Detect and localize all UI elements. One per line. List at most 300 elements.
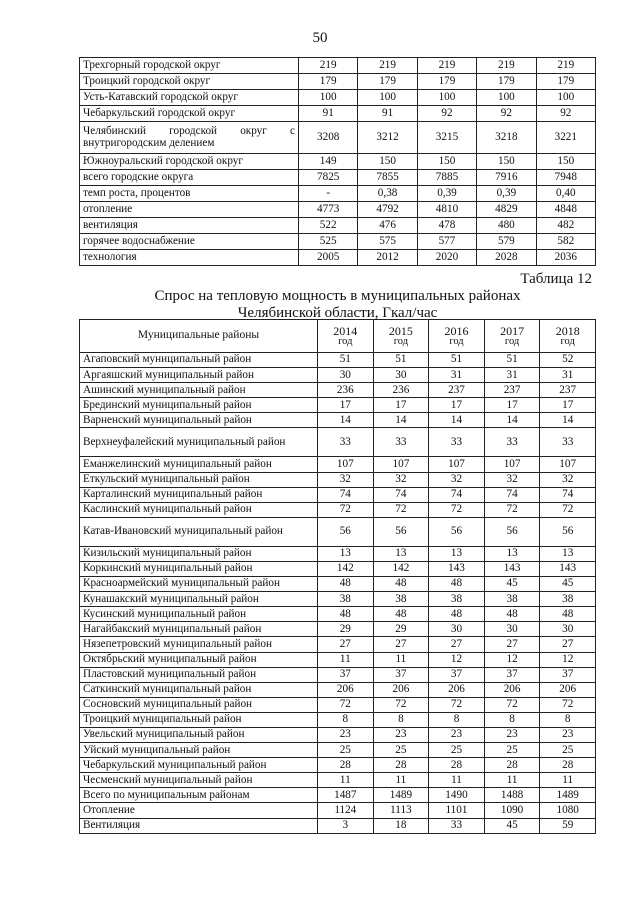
row-label: Уйский муниципальный район <box>80 743 318 758</box>
table-cell: 92 <box>477 106 536 122</box>
table-cell: 100 <box>477 90 536 106</box>
header-unit: год <box>393 335 409 347</box>
table-row <box>80 202 596 218</box>
table-cell: 100 <box>299 90 358 106</box>
table-cell: 27 <box>373 637 429 652</box>
table-cell: 17 <box>373 398 429 413</box>
header-unit: год <box>449 335 464 347</box>
table-cell: 1490 <box>429 788 485 803</box>
table-cell: 25 <box>373 743 429 758</box>
table-cell: 32 <box>318 472 374 487</box>
table-title-line1: Спрос на тепловую мощность в муниципальных районах <box>154 288 521 304</box>
table-cell: 13 <box>484 546 540 561</box>
table-row <box>80 457 596 472</box>
table-cell: 32 <box>484 472 540 487</box>
table-cell: 72 <box>429 502 485 517</box>
table-cell: 72 <box>373 502 429 517</box>
table-cell: 179 <box>536 74 595 90</box>
table-cell: 4792 <box>358 202 417 218</box>
table-cell: 4810 <box>417 202 476 218</box>
header-year: 2018 <box>555 323 580 338</box>
table-cell: 31 <box>429 368 485 383</box>
table-cell: 3212 <box>358 122 417 154</box>
table-cell: 33 <box>484 428 540 457</box>
table-cell: 28 <box>484 758 540 773</box>
table-cell: 143 <box>540 561 596 576</box>
table-cell: 0,38 <box>358 186 417 202</box>
row-label: горячее водоснабжение <box>80 234 299 250</box>
table-cell: 31 <box>540 368 596 383</box>
table-cell: 143 <box>484 561 540 576</box>
header-year: 2016 <box>444 323 469 338</box>
table-cell: 14 <box>373 413 429 428</box>
table-row <box>80 122 596 154</box>
table-cell: 72 <box>429 697 485 712</box>
table-cell: 27 <box>484 637 540 652</box>
table-row <box>80 667 596 682</box>
row-label: Чесменский муниципальный район <box>80 773 318 788</box>
table-cell: 575 <box>358 234 417 250</box>
row-label: Нагайбакский муниципальный район <box>80 622 318 637</box>
city-districts-table <box>79 57 596 266</box>
row-label: Каслинский муниципальный район <box>80 502 318 517</box>
table-cell: 7885 <box>417 170 476 186</box>
table-cell: 13 <box>429 546 485 561</box>
table-cell: 72 <box>540 697 596 712</box>
table-cell: 23 <box>318 727 374 742</box>
row-label: темп роста, процентов <box>80 186 299 202</box>
row-label: Сосновский муниципальный район <box>80 697 318 712</box>
row-label: Чебаркульский муниципальный район <box>80 758 318 773</box>
table-cell: 219 <box>358 58 417 74</box>
table-row <box>80 74 596 90</box>
table-cell: 482 <box>536 218 595 234</box>
table-cell: 579 <box>477 234 536 250</box>
table-cell: 30 <box>373 368 429 383</box>
table-cell: 25 <box>429 743 485 758</box>
table-cell: 4773 <box>299 202 358 218</box>
table-cell: 582 <box>536 234 595 250</box>
table-cell: 33 <box>373 428 429 457</box>
table-cell: 31 <box>484 368 540 383</box>
table-cell: 0,40 <box>536 186 595 202</box>
table-cell: 48 <box>429 577 485 592</box>
table-row <box>80 592 596 607</box>
table-cell: 74 <box>373 487 429 502</box>
table-row <box>80 472 596 487</box>
table-cell: 1080 <box>540 803 596 818</box>
table-cell: 480 <box>477 218 536 234</box>
table-cell: 14 <box>318 413 374 428</box>
table-cell: 32 <box>540 472 596 487</box>
table-cell: 476 <box>358 218 417 234</box>
table-row <box>80 682 596 697</box>
header-unit: год <box>338 335 353 347</box>
table-cell: 2012 <box>358 250 417 266</box>
row-label: Еманжелинский муниципальный район <box>80 457 318 472</box>
table-cell: 91 <box>358 106 417 122</box>
table-row <box>80 250 596 266</box>
table-cell: 37 <box>318 667 374 682</box>
table-row <box>80 577 596 592</box>
row-label: Отопление <box>80 803 318 818</box>
table-cell: 149 <box>299 154 358 170</box>
table-cell: 7948 <box>536 170 595 186</box>
table-cell: 56 <box>540 517 596 546</box>
table-cell: 150 <box>358 154 417 170</box>
table-cell: 56 <box>373 517 429 546</box>
table-cell: 7825 <box>299 170 358 186</box>
table-cell: 72 <box>540 502 596 517</box>
table-row <box>80 353 596 368</box>
table-cell: 0,39 <box>477 186 536 202</box>
table-cell: 150 <box>536 154 595 170</box>
row-label: Кунашакский муниципальный район <box>80 592 318 607</box>
header-districts: Муниципальные районы <box>80 320 318 353</box>
municipal-districts-table <box>79 319 596 834</box>
table-row <box>80 773 596 788</box>
table-cell: 25 <box>540 743 596 758</box>
table-cell: 27 <box>540 637 596 652</box>
table-row <box>80 712 596 727</box>
table-cell: 37 <box>484 667 540 682</box>
row-label: Красноармейский муниципальный район <box>80 577 318 592</box>
table-cell: 38 <box>373 592 429 607</box>
table-row <box>80 90 596 106</box>
row-label: Саткинский муниципальный район <box>80 682 318 697</box>
table-cell: 1124 <box>318 803 374 818</box>
table-cell: 219 <box>536 58 595 74</box>
table-cell: 48 <box>484 607 540 622</box>
table-cell: 38 <box>540 592 596 607</box>
table-cell: 3 <box>318 818 374 833</box>
table-cell: 25 <box>318 743 374 758</box>
table-row <box>80 652 596 667</box>
table-row <box>80 758 596 773</box>
table-cell: 32 <box>429 472 485 487</box>
table-cell: 143 <box>429 561 485 576</box>
header-year: 2017 <box>500 323 525 338</box>
table-row <box>80 413 596 428</box>
table-row <box>80 106 596 122</box>
table-cell: 51 <box>484 353 540 368</box>
table-cell: 74 <box>484 487 540 502</box>
table-cell: 28 <box>318 758 374 773</box>
table-cell: 91 <box>299 106 358 122</box>
table-row <box>80 170 596 186</box>
table-cell: 56 <box>484 517 540 546</box>
row-label: Трехгорный городской округ <box>80 58 299 74</box>
table-cell: 142 <box>318 561 374 576</box>
table-title-line2: Челябинской области, Гкал/час <box>237 305 438 322</box>
table-cell: 150 <box>417 154 476 170</box>
table-row <box>80 727 596 742</box>
table-cell: 72 <box>373 697 429 712</box>
table-cell: 2020 <box>417 250 476 266</box>
table-cell: 11 <box>540 773 596 788</box>
table-row <box>80 561 596 576</box>
table-row <box>80 607 596 622</box>
header-unit: год <box>560 335 575 347</box>
header-year: 2014 <box>333 323 358 338</box>
table-cell: 8 <box>540 712 596 727</box>
table-cell: 522 <box>299 218 358 234</box>
table-cell: 23 <box>429 727 485 742</box>
table-row <box>80 803 596 818</box>
table-cell: 206 <box>373 682 429 697</box>
table-cell: - <box>299 186 358 202</box>
table-row <box>80 154 596 170</box>
table-cell: 150 <box>477 154 536 170</box>
row-label: Катав-Ивановский муниципальный район <box>80 517 318 546</box>
table-cell: 17 <box>484 398 540 413</box>
table-cell: 107 <box>373 457 429 472</box>
table-cell: 14 <box>484 413 540 428</box>
table-cell: 72 <box>484 502 540 517</box>
table-cell: 2005 <box>299 250 358 266</box>
table-cell: 1489 <box>540 788 596 803</box>
row-label: Троицкий муниципальный район <box>80 712 318 727</box>
row-label: Еткульский муниципальный район <box>80 472 318 487</box>
table-cell: 29 <box>318 622 374 637</box>
table-cell: 12 <box>429 652 485 667</box>
header-year-2014 <box>318 320 374 353</box>
table-row <box>80 234 596 250</box>
table-cell: 7855 <box>358 170 417 186</box>
row-label: Нязепетровский муниципальный район <box>80 637 318 652</box>
table-cell: 14 <box>429 413 485 428</box>
header-year-2016 <box>429 320 485 353</box>
row-label: отопление <box>80 202 299 218</box>
row-label: Октябрьский муниципальный район <box>80 652 318 667</box>
table-cell: 30 <box>484 622 540 637</box>
table-cell: 11 <box>373 773 429 788</box>
table-cell: 74 <box>540 487 596 502</box>
table-cell: 100 <box>358 90 417 106</box>
row-label: Карталинский муниципальный район <box>80 487 318 502</box>
table-cell: 38 <box>318 592 374 607</box>
table-cell: 51 <box>373 353 429 368</box>
table-cell: 12 <box>484 652 540 667</box>
table-cell: 3221 <box>536 122 595 154</box>
row-label: Аргаяшский муниципальный район <box>80 368 318 383</box>
table-cell: 3208 <box>299 122 358 154</box>
table-cell: 1090 <box>484 803 540 818</box>
table-cell: 23 <box>540 727 596 742</box>
table-cell: 56 <box>429 517 485 546</box>
table-cell: 52 <box>540 353 596 368</box>
table-cell: 38 <box>484 592 540 607</box>
table-cell: 8 <box>429 712 485 727</box>
table-row <box>80 697 596 712</box>
table-cell: 11 <box>429 773 485 788</box>
row-label: всего городские округа <box>80 170 299 186</box>
table-header-row <box>80 320 596 353</box>
table-cell: 236 <box>318 383 374 398</box>
table-cell: 28 <box>540 758 596 773</box>
table-cell: 8 <box>318 712 374 727</box>
row-label: вентиляция <box>80 218 299 234</box>
table-cell: 237 <box>484 383 540 398</box>
row-label: Варненский муниципальный район <box>80 413 318 428</box>
table-cell: 219 <box>417 58 476 74</box>
table-cell: 32 <box>373 472 429 487</box>
table-cell: 30 <box>318 368 374 383</box>
table-cell: 3218 <box>477 122 536 154</box>
table-cell: 4829 <box>477 202 536 218</box>
table-cell: 38 <box>429 592 485 607</box>
table-cell: 478 <box>417 218 476 234</box>
row-label: Челябинский городской округ с внутригородским делением <box>80 122 299 154</box>
table-cell: 17 <box>318 398 374 413</box>
table-cell: 51 <box>318 353 374 368</box>
table-cell: 48 <box>373 577 429 592</box>
table-cell: 525 <box>299 234 358 250</box>
table-cell: 48 <box>318 577 374 592</box>
table-cell: 11 <box>318 652 374 667</box>
row-label: Вентиляция <box>80 818 318 833</box>
table-cell: 237 <box>429 383 485 398</box>
table-cell: 2036 <box>536 250 595 266</box>
row-label: Троицкий городской округ <box>80 74 299 90</box>
table-row <box>80 487 596 502</box>
table-cell: 72 <box>318 502 374 517</box>
table-cell: 37 <box>540 667 596 682</box>
table-cell: 1487 <box>318 788 374 803</box>
header-year-2015 <box>373 320 429 353</box>
table-cell: 1101 <box>429 803 485 818</box>
table-cell: 17 <box>429 398 485 413</box>
table-cell: 92 <box>417 106 476 122</box>
table-row <box>80 368 596 383</box>
table-cell: 107 <box>318 457 374 472</box>
table-row <box>80 398 596 413</box>
table-row <box>80 58 596 74</box>
table-cell: 25 <box>484 743 540 758</box>
table-cell: 8 <box>484 712 540 727</box>
table-cell: 30 <box>540 622 596 637</box>
table-row <box>80 788 596 803</box>
table-cell: 100 <box>536 90 595 106</box>
table-cell: 17 <box>540 398 596 413</box>
table-cell: 1488 <box>484 788 540 803</box>
table-cell: 237 <box>540 383 596 398</box>
table-cell: 577 <box>417 234 476 250</box>
table-cell: 33 <box>429 428 485 457</box>
row-label: Верхнеуфалейский муниципальный район <box>80 428 318 457</box>
table-cell: 18 <box>373 818 429 833</box>
row-label: Всего по муниципальным районам <box>80 788 318 803</box>
table-row <box>80 428 596 457</box>
table-cell: 27 <box>318 637 374 652</box>
table-cell: 11 <box>318 773 374 788</box>
table-cell: 8 <box>373 712 429 727</box>
table-cell: 59 <box>540 818 596 833</box>
row-label: Ашинский муниципальный район <box>80 383 318 398</box>
table-row <box>80 383 596 398</box>
table-cell: 12 <box>540 652 596 667</box>
table-cell: 48 <box>373 607 429 622</box>
row-label: Агаповский муниципальный район <box>80 353 318 368</box>
table-cell: 206 <box>540 682 596 697</box>
table-title <box>79 288 596 323</box>
table-cell: 29 <box>373 622 429 637</box>
table-row <box>80 622 596 637</box>
table-label: Таблица 12 <box>520 271 592 287</box>
table-row <box>80 186 596 202</box>
header-year-2017 <box>484 320 540 353</box>
table-cell: 45 <box>540 577 596 592</box>
table-cell: 30 <box>429 622 485 637</box>
table-row <box>80 502 596 517</box>
table-cell: 206 <box>429 682 485 697</box>
table-cell: 33 <box>429 818 485 833</box>
table-cell: 0,39 <box>417 186 476 202</box>
table-cell: 2028 <box>477 250 536 266</box>
table-row <box>80 637 596 652</box>
row-label: Пластовский муниципальный район <box>80 667 318 682</box>
table-cell: 4848 <box>536 202 595 218</box>
table-cell: 92 <box>536 106 595 122</box>
table-cell: 142 <box>373 561 429 576</box>
table-cell: 27 <box>429 637 485 652</box>
table-cell: 7916 <box>477 170 536 186</box>
table-row <box>80 818 596 833</box>
table-cell: 13 <box>318 546 374 561</box>
table-cell: 206 <box>318 682 374 697</box>
table-cell: 206 <box>484 682 540 697</box>
table-cell: 28 <box>373 758 429 773</box>
table-cell: 107 <box>484 457 540 472</box>
table-cell: 23 <box>484 727 540 742</box>
table-row <box>80 546 596 561</box>
table-cell: 56 <box>318 517 374 546</box>
table-cell: 37 <box>429 667 485 682</box>
table-row <box>80 218 596 234</box>
row-label: технология <box>80 250 299 266</box>
table-cell: 72 <box>484 697 540 712</box>
table-cell: 107 <box>429 457 485 472</box>
table-cell: 179 <box>358 74 417 90</box>
table-cell: 13 <box>540 546 596 561</box>
table-cell: 45 <box>484 818 540 833</box>
table-cell: 37 <box>373 667 429 682</box>
table-cell: 11 <box>373 652 429 667</box>
row-label: Брединский муниципальный район <box>80 398 318 413</box>
table-cell: 45 <box>484 577 540 592</box>
row-label: Чебаркульский городской округ <box>80 106 299 122</box>
table-cell: 179 <box>477 74 536 90</box>
row-label: Кусинский муниципальный район <box>80 607 318 622</box>
table-cell: 11 <box>484 773 540 788</box>
table-cell: 100 <box>417 90 476 106</box>
table-cell: 48 <box>540 607 596 622</box>
page-number: 50 <box>312 30 328 46</box>
table-cell: 13 <box>373 546 429 561</box>
table-cell: 179 <box>417 74 476 90</box>
table-cell: 3215 <box>417 122 476 154</box>
table-row <box>80 517 596 546</box>
row-label: Увельский муниципальный район <box>80 727 318 742</box>
table-row <box>80 743 596 758</box>
header-unit: год <box>504 335 520 347</box>
table-cell: 1113 <box>373 803 429 818</box>
table-cell: 107 <box>540 457 596 472</box>
row-label: Южноуральский городской округ <box>80 154 299 170</box>
table-cell: 28 <box>429 758 485 773</box>
header-year-2018 <box>540 320 596 353</box>
table-cell: 33 <box>540 428 596 457</box>
